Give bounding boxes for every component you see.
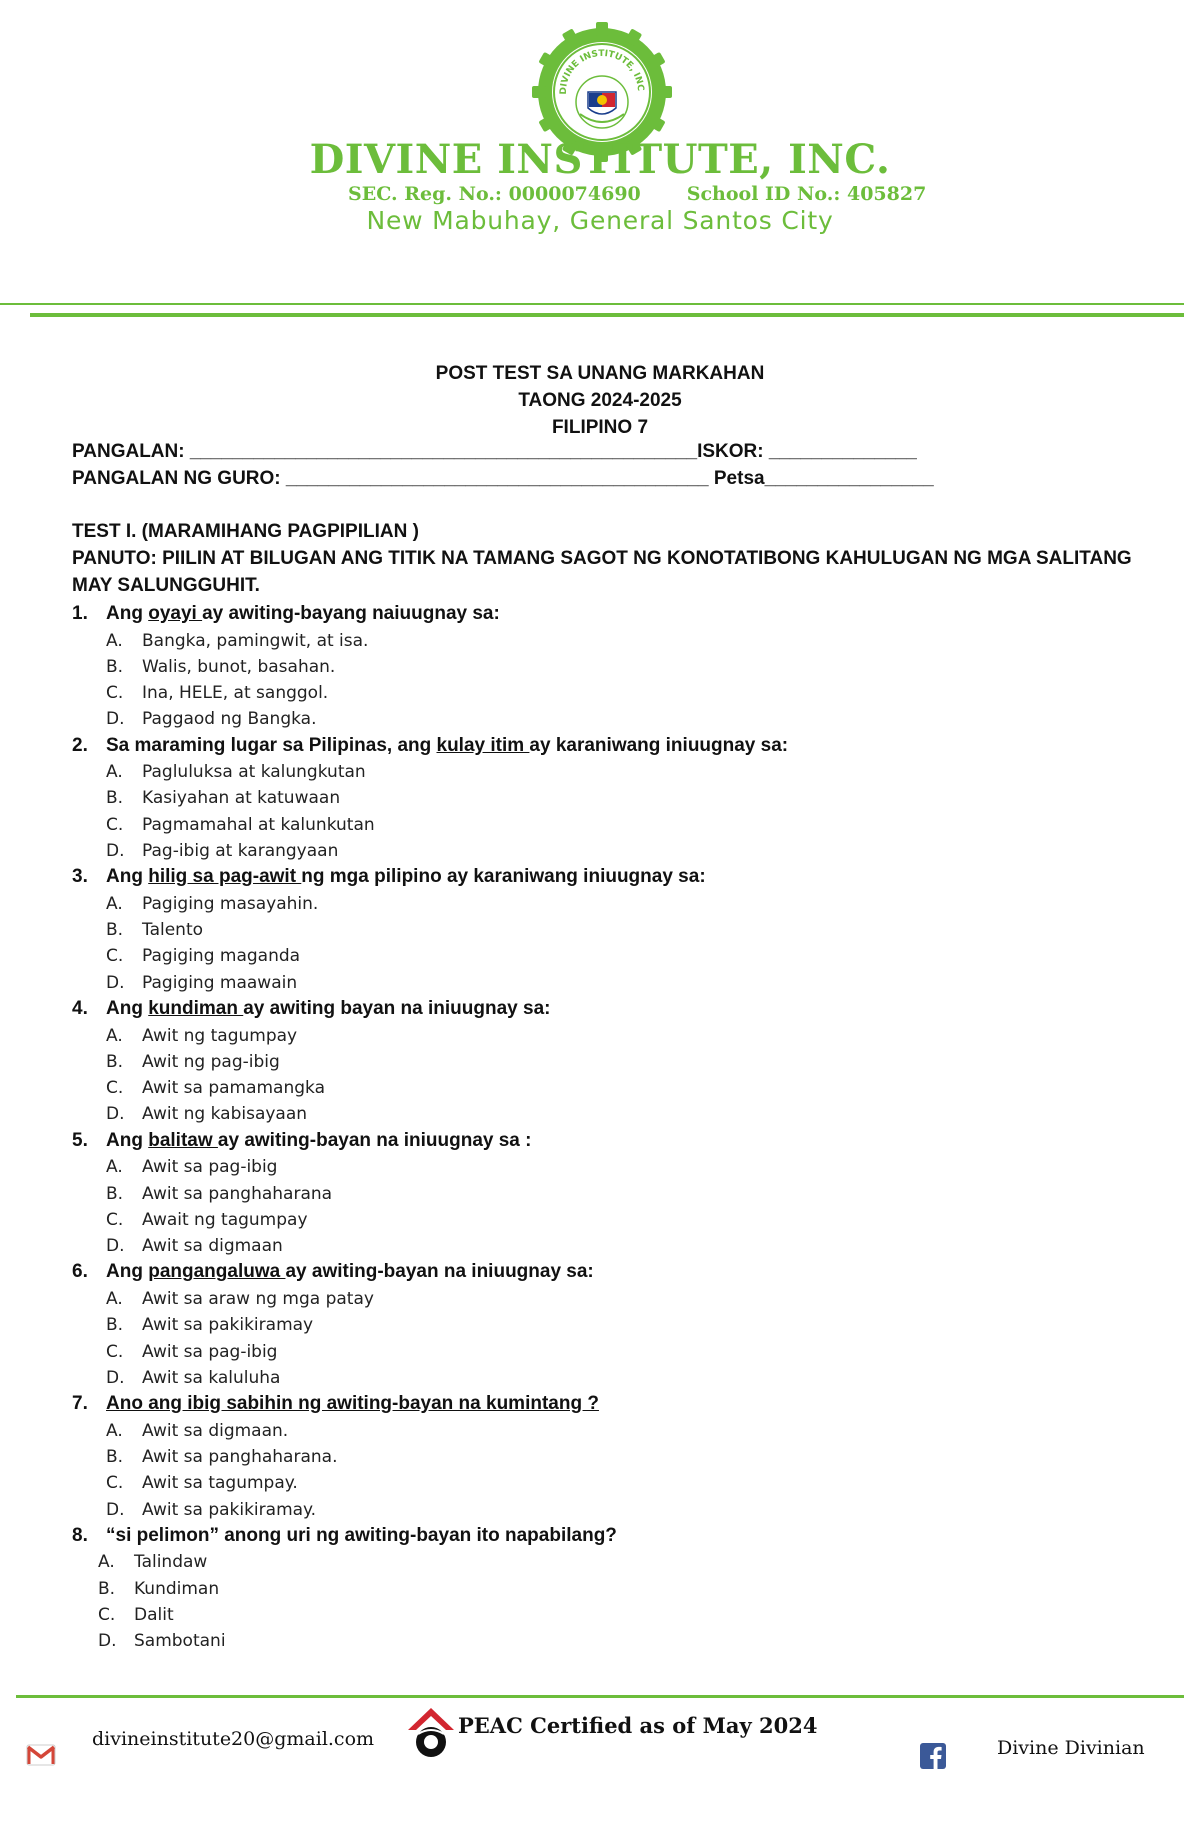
underlined-term: hilig sa pag-awit	[148, 866, 302, 888]
peac-logo-icon	[406, 1706, 456, 1760]
test-section-title: TEST I. (MARAMIHANG PAGPIPILIAN )	[72, 521, 419, 542]
choice-option[interactable]: A. Awit ng tagumpay	[106, 1025, 298, 1046]
choice-option[interactable]: B. Awit sa pakikiramay	[106, 1315, 314, 1336]
question-item	[72, 1523, 1132, 1655]
choice-option[interactable]: C. Awit sa pag-ibig	[106, 1341, 278, 1362]
choice-option[interactable]: B. Awit sa panghaharana.	[106, 1446, 338, 1467]
choice-option[interactable]: C. Awit sa tagumpay.	[106, 1473, 298, 1494]
instruction-line: MAY SALUNGGUHIT.	[72, 575, 260, 596]
question-item	[72, 996, 1132, 1128]
question-number: 5.	[72, 1129, 88, 1151]
question-text: ay karaniwang iniuugnay sa:	[529, 734, 789, 756]
choice-option[interactable]: A. Talindaw	[98, 1552, 208, 1573]
choice-option[interactable]: B. Awit ng pag-ibig	[106, 1051, 280, 1072]
choice-option[interactable]: C. Pagiging maganda	[106, 946, 301, 967]
question-item	[72, 1391, 1132, 1523]
choice-option[interactable]: A. Awit sa digmaan.	[106, 1420, 289, 1441]
school-address: New Mabuhay, General Santos City	[366, 206, 834, 235]
footer-email[interactable]: divineinstitute20@gmail.com	[92, 1728, 375, 1750]
underlined-term: oyayi	[148, 603, 203, 624]
question-stem	[72, 1391, 1132, 1418]
student-info	[72, 438, 934, 492]
underlined-term: pangangaluwa	[148, 1261, 286, 1283]
school-year: TAONG 2024-2025	[518, 390, 682, 411]
choice-option[interactable]: D. Sambotani	[98, 1631, 226, 1652]
peac-certification: PEAC Certified as of May 2024	[458, 1713, 818, 1738]
subject: FILIPINO 7	[551, 417, 649, 438]
question-text: ay awiting bayan na iniuugnay sa:	[243, 998, 551, 1020]
choice-option[interactable]: C. Await ng tagumpay	[106, 1209, 308, 1230]
choice-option[interactable]: C. Ina, HELE, at sanggol.	[106, 683, 329, 704]
footer-divider	[16, 1695, 1184, 1698]
question-stem	[72, 864, 1132, 891]
question-item	[72, 864, 1132, 996]
choice-option[interactable]: D. Awit sa pakikiramay.	[106, 1499, 317, 1520]
school-id-number: School ID No.: 405827	[686, 183, 927, 205]
test-title-line1: POST TEST SA UNANG MARKAHAN	[435, 363, 765, 384]
question-stem	[72, 1128, 1132, 1155]
student-name-line[interactable]: PANGALAN: ________________________________________________ISKOR: ______________	[72, 441, 917, 462]
choice-option[interactable]: A. Pagluluksa at kalungkutan	[106, 762, 366, 783]
question-item	[72, 1128, 1132, 1260]
choice-option[interactable]: C. Dalit	[98, 1604, 174, 1625]
question-text: ng mga pilipino ay karaniwang iniuugnay sa:	[301, 866, 706, 888]
question-item	[72, 601, 1132, 733]
question-stem	[72, 1523, 1132, 1550]
choice-option[interactable]: D. Awit ng kabisayaan	[106, 1104, 308, 1125]
question-text: Ang	[106, 998, 149, 1020]
header-divider-bottom	[30, 313, 1184, 317]
choice-option[interactable]: B. Talento	[106, 920, 204, 941]
svg-text:DIVINE INSTITUTE, INC.: DIVINE INSTITUTE, INC	[558, 48, 646, 95]
choice-option[interactable]: D. Pag-ibig at karangyaan	[106, 841, 339, 862]
underlined-term: Ano ang ibig sabihin ng awiting-bayan na kumintang ?	[106, 1393, 599, 1415]
school-name: DIVINE INSTITUTE, INC.	[309, 136, 891, 183]
instruction-line: PANUTO: PIILIN AT BILUGAN ANG TITIK NA TAMANG SAGOT NG KONOTATIBONG KAHULUGAN NG MGA SALITANG	[72, 548, 1132, 569]
choice-option[interactable]: A. Awit sa araw ng mga patay	[106, 1288, 374, 1309]
question-text: Sa maraming lugar sa Pilipinas, ang	[106, 734, 437, 756]
gmail-icon	[26, 1743, 56, 1767]
question-list	[72, 601, 1132, 1655]
test-heading	[0, 360, 1200, 441]
question-number: 6.	[72, 1261, 88, 1283]
question-text: Ang	[106, 1129, 149, 1151]
question-number: 7.	[72, 1393, 88, 1415]
choice-option[interactable]: B. Kasiyahan at katuwaan	[106, 788, 341, 809]
choice-option[interactable]: D. Awit sa digmaan	[106, 1236, 283, 1257]
underlined-term: kulay itim	[436, 734, 530, 756]
question-stem	[72, 601, 1132, 628]
question-item	[72, 733, 1132, 865]
underlined-term: kundiman	[148, 998, 244, 1020]
choice-option[interactable]: D. Paggaod ng Bangka.	[106, 709, 317, 730]
choice-option[interactable]: A. Bangka, pamingwit, at isa.	[106, 630, 369, 651]
choice-option[interactable]: B. Kundiman	[98, 1578, 220, 1599]
question-text: ay awiting-bayang naiuugnay sa:	[202, 603, 500, 624]
choice-option[interactable]: A. Pagiging masayahin.	[106, 893, 319, 914]
question-number: 1.	[72, 603, 88, 624]
question-text: “si pelimon” anong uri ng awiting-bayan ito napabilang?	[106, 1524, 617, 1546]
question-number: 8.	[72, 1524, 88, 1546]
question-item	[72, 1259, 1132, 1391]
teacher-name-line[interactable]: PANGALAN NG GURO: ________________________________________ Petsa________________	[72, 468, 934, 489]
facebook-page-name[interactable]: Divine Divinian	[997, 1737, 1145, 1759]
facebook-icon	[920, 1743, 946, 1769]
underlined-term: balitaw	[148, 1129, 218, 1151]
question-number: 2.	[72, 734, 88, 756]
choice-option[interactable]: D. Awit sa kaluluha	[106, 1367, 281, 1388]
choice-option[interactable]: A. Awit sa pag-ibig	[106, 1157, 278, 1178]
question-text: Ang	[106, 603, 149, 624]
choice-option[interactable]: C. Pagmamahal at kalunkutan	[106, 814, 375, 835]
test-section	[72, 518, 1132, 1655]
school-registration	[348, 183, 926, 205]
question-stem	[72, 733, 1132, 760]
question-stem	[72, 1259, 1132, 1286]
choice-option[interactable]: B. Awit sa panghaharana	[106, 1183, 333, 1204]
question-text: Ang	[106, 866, 149, 888]
question-text: Ang	[106, 1261, 149, 1283]
question-stem	[72, 996, 1132, 1023]
choice-option[interactable]: C. Awit sa pamamangka	[106, 1078, 326, 1099]
header-divider-top	[0, 303, 1184, 305]
test-instructions	[72, 545, 1132, 599]
question-text: ay awiting-bayan na iniuugnay sa:	[285, 1261, 594, 1283]
question-number: 4.	[72, 998, 88, 1020]
question-text: ay awiting-bayan na iniuugnay sa :	[217, 1129, 532, 1151]
question-number: 3.	[72, 866, 88, 888]
choice-option[interactable]: B. Walis, bunot, basahan.	[106, 656, 336, 677]
choice-option[interactable]: D. Pagiging maawain	[106, 972, 298, 993]
sec-reg-number: SEC. Reg. No.: 0000074690	[348, 183, 641, 205]
